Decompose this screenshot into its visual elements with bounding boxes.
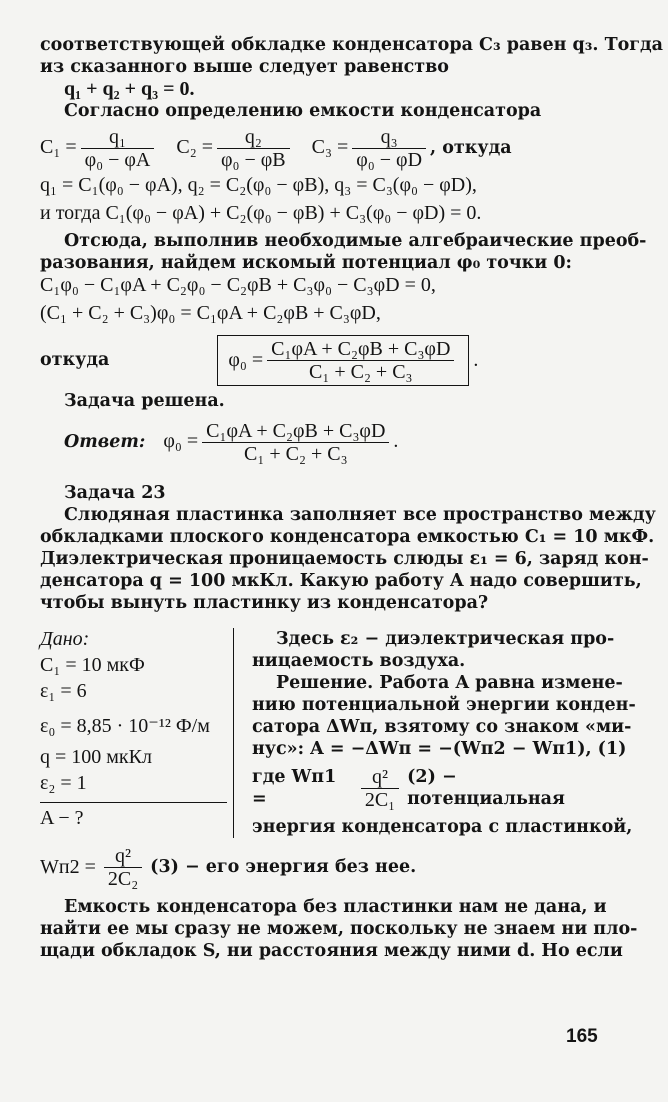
charges-line: q₁ = C₁(φ₀ − φA), q₂ = C₂(φ₀ − φB), q₃ = C₃(φ₀ − φD), bbox=[40, 174, 477, 196]
boxed-result-row: откуда φ₀ = $\frac{\text{C₁φA + C₂φB + C₃φD}}{\text{C₁ + C₂ + C₃}}$ . bbox=[40, 330, 612, 390]
para-line: Емкость конденсатора без пластинки нам не дана, и bbox=[64, 897, 607, 917]
given-column bbox=[40, 628, 234, 838]
given-item: ε₁ = 6 bbox=[40, 680, 87, 702]
answer-formula: φ₀ = $\frac{\text{C₁φA + C₂φB + C₃φD}}{\text{C₁ + C₂ + C₃}}$ . bbox=[163, 419, 399, 465]
given-item: q = 100 мкКл bbox=[40, 746, 152, 768]
problem-line: Слюдяная пластинка заполняет все пространство между bbox=[64, 505, 656, 525]
problem-line: обкладками плоского конденсатора емкостью C₁ = 10 мкФ. bbox=[40, 527, 655, 547]
c3-eq: C₃ = $\frac{\text{q₃}}{\text{φ₀ − φD}}$ , откуда bbox=[311, 125, 512, 171]
answer-label: Ответ: bbox=[64, 432, 146, 452]
solution-column bbox=[234, 628, 636, 838]
sum-line: и тогда C₁(φ₀ − φA) + C₂(φ₀ − φB) + C₃(φ₀ − φD) = 0. bbox=[40, 202, 482, 224]
given-title: Дано: bbox=[40, 628, 90, 650]
answer-row bbox=[40, 412, 612, 472]
boxed-formula: φ₀ = $\frac{\text{C₁φA + C₂φB + C₃φD}}{\text{C₁ + C₂ + C₃}}$ bbox=[217, 335, 469, 386]
solution-line: нус»: A = −ΔWп = −(Wп2 − Wп1), (1) bbox=[252, 739, 627, 759]
para-line: из сказанного выше следует равенство bbox=[40, 57, 449, 77]
energy-without-plate: Wп2 = $\frac{\text{q²}}{\text{2C₂}}$ (3) − его энергия без нее. bbox=[40, 844, 417, 890]
capacitance-definitions bbox=[40, 122, 612, 174]
unknown-item: A − ? bbox=[40, 807, 84, 829]
given-item: ε₀ = 8,85 · 10⁻¹² Ф/м bbox=[40, 715, 210, 737]
solution-line: сатора ΔWп, взятому со знаком «ми- bbox=[252, 717, 632, 737]
solution-line: ницаемость воздуха. bbox=[252, 651, 466, 671]
otkuda-label: откуда bbox=[40, 350, 110, 370]
solution-line: энергия конденсатора с пластинкой, bbox=[252, 817, 633, 837]
given-solution-block bbox=[40, 628, 636, 838]
solution-line: Решение. Работа A равна измене- bbox=[276, 673, 623, 693]
page-number: 165 bbox=[566, 1026, 598, 1047]
given-divider bbox=[40, 802, 227, 803]
para-line: найти ее мы сразу не можем, поскольку не знаем ни пло- bbox=[40, 919, 638, 939]
para-line: Отсюда, выполнив необходимые алгебраические преоб- bbox=[64, 231, 647, 251]
problem-line: денсатора q = 100 мкКл. Какую работу A надо совершить, bbox=[40, 571, 642, 591]
solved-note: Задача решена. bbox=[64, 391, 225, 411]
energy-with-plate: где Wп1 = $\frac{\text{q²}}{\text{2C₁}}$ (2) − потенциальная bbox=[252, 765, 565, 811]
equation-expanded: C₁φ₀ − C₁φA + C₂φ₀ − C₂φB + C₃φ₀ − C₃φD = 0, bbox=[40, 274, 436, 296]
problem-title: Задача 23 bbox=[64, 483, 166, 503]
problem-line: Диэлектрическая проницаемость слюды ε₁ = 6, заряд кон- bbox=[40, 549, 649, 569]
equation-grouped: (C₁ + C₂ + C₃)φ₀ = C₁φA + C₂φB + C₃φD, bbox=[40, 302, 381, 324]
para-line: соответствующей обкладке конденсатора C₃ равен q₃. Тогда bbox=[40, 35, 663, 55]
para-line: щади обкладок S, ни расстояния между ними d. Но если bbox=[40, 941, 623, 961]
para-line: Согласно определению емкости конденсатора bbox=[64, 101, 542, 121]
c2-eq: C₂ = $\frac{\text{q₂}}{\text{φ₀ − φB}}$ bbox=[176, 126, 293, 171]
given-item: ε₂ = 1 bbox=[40, 772, 87, 794]
problem-line: чтобы вынуть пластинку из конденсатора? bbox=[40, 593, 489, 613]
solution-line: нию потенциальной энергии конден- bbox=[252, 695, 636, 715]
equation-charge-sum: q₁ + q₂ + q₃ = 0. bbox=[64, 78, 195, 100]
c1-eq: C₁ = $\frac{\text{q₁}}{\text{φ₀ − φA}}$ bbox=[40, 126, 158, 171]
given-item: C₁ = 10 мкФ bbox=[40, 654, 145, 676]
page-body bbox=[40, 34, 663, 962]
para-line: разования, найдем искомый потенциал φ₀ точки 0: bbox=[40, 253, 573, 273]
solution-line: Здесь ε₂ − диэлектрическая про- bbox=[276, 629, 615, 649]
